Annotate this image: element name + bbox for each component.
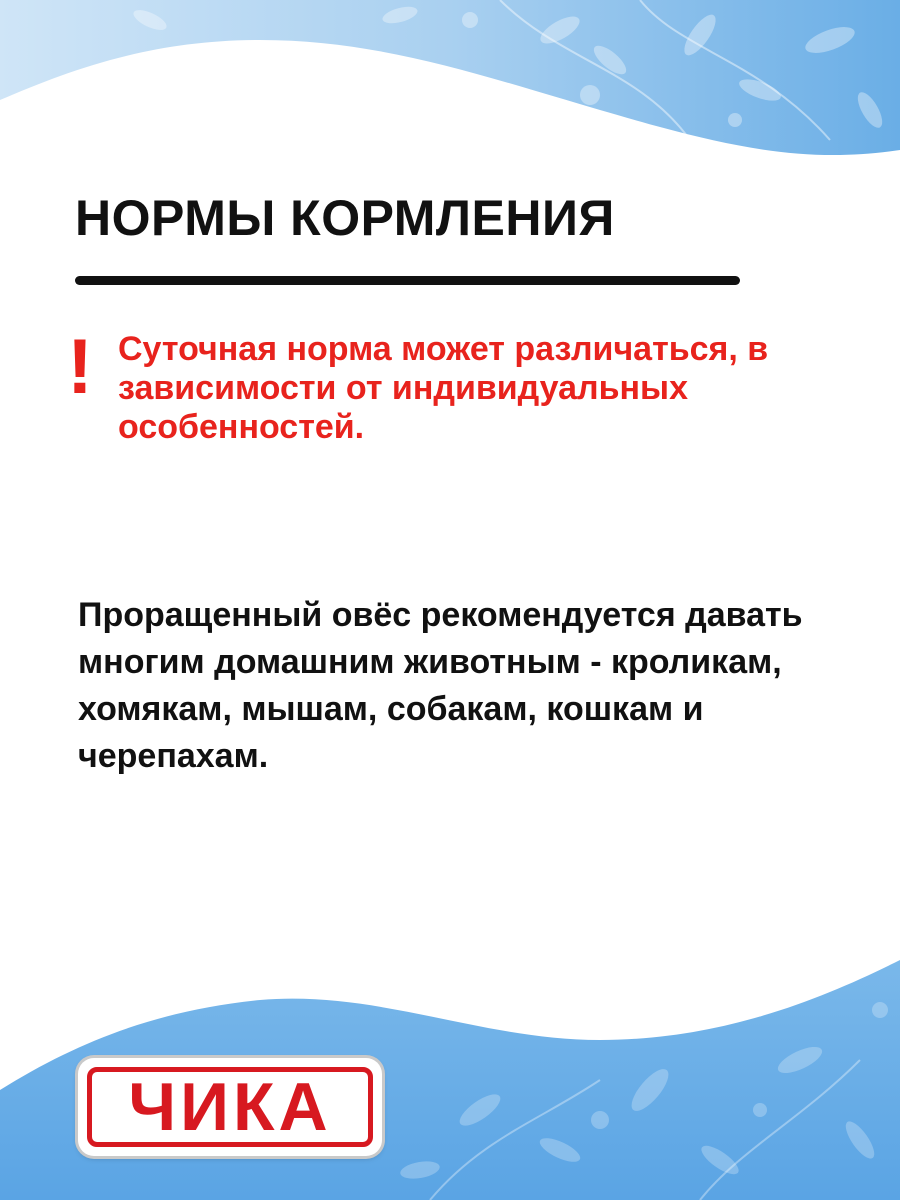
warning-text: Суточная норма может различаться, в зависимости от индивидуальных особенностей. <box>118 330 769 446</box>
title-underline <box>75 276 740 285</box>
brand-logo-text: ЧИКА <box>128 1069 332 1145</box>
brand-logo-frame <box>87 1067 373 1147</box>
top-wave <box>0 0 900 155</box>
warning-exclamation-icon: ! <box>67 322 93 410</box>
page-title: НОРМЫ КОРМЛЕНИЯ <box>75 190 615 246</box>
description-text: Проращенный овёс рекомендуется давать многим домашним животным - кроликам, хомякам, мышам, собакам, кошкам и черепахам. <box>78 596 803 775</box>
brand-logo <box>78 1058 382 1156</box>
